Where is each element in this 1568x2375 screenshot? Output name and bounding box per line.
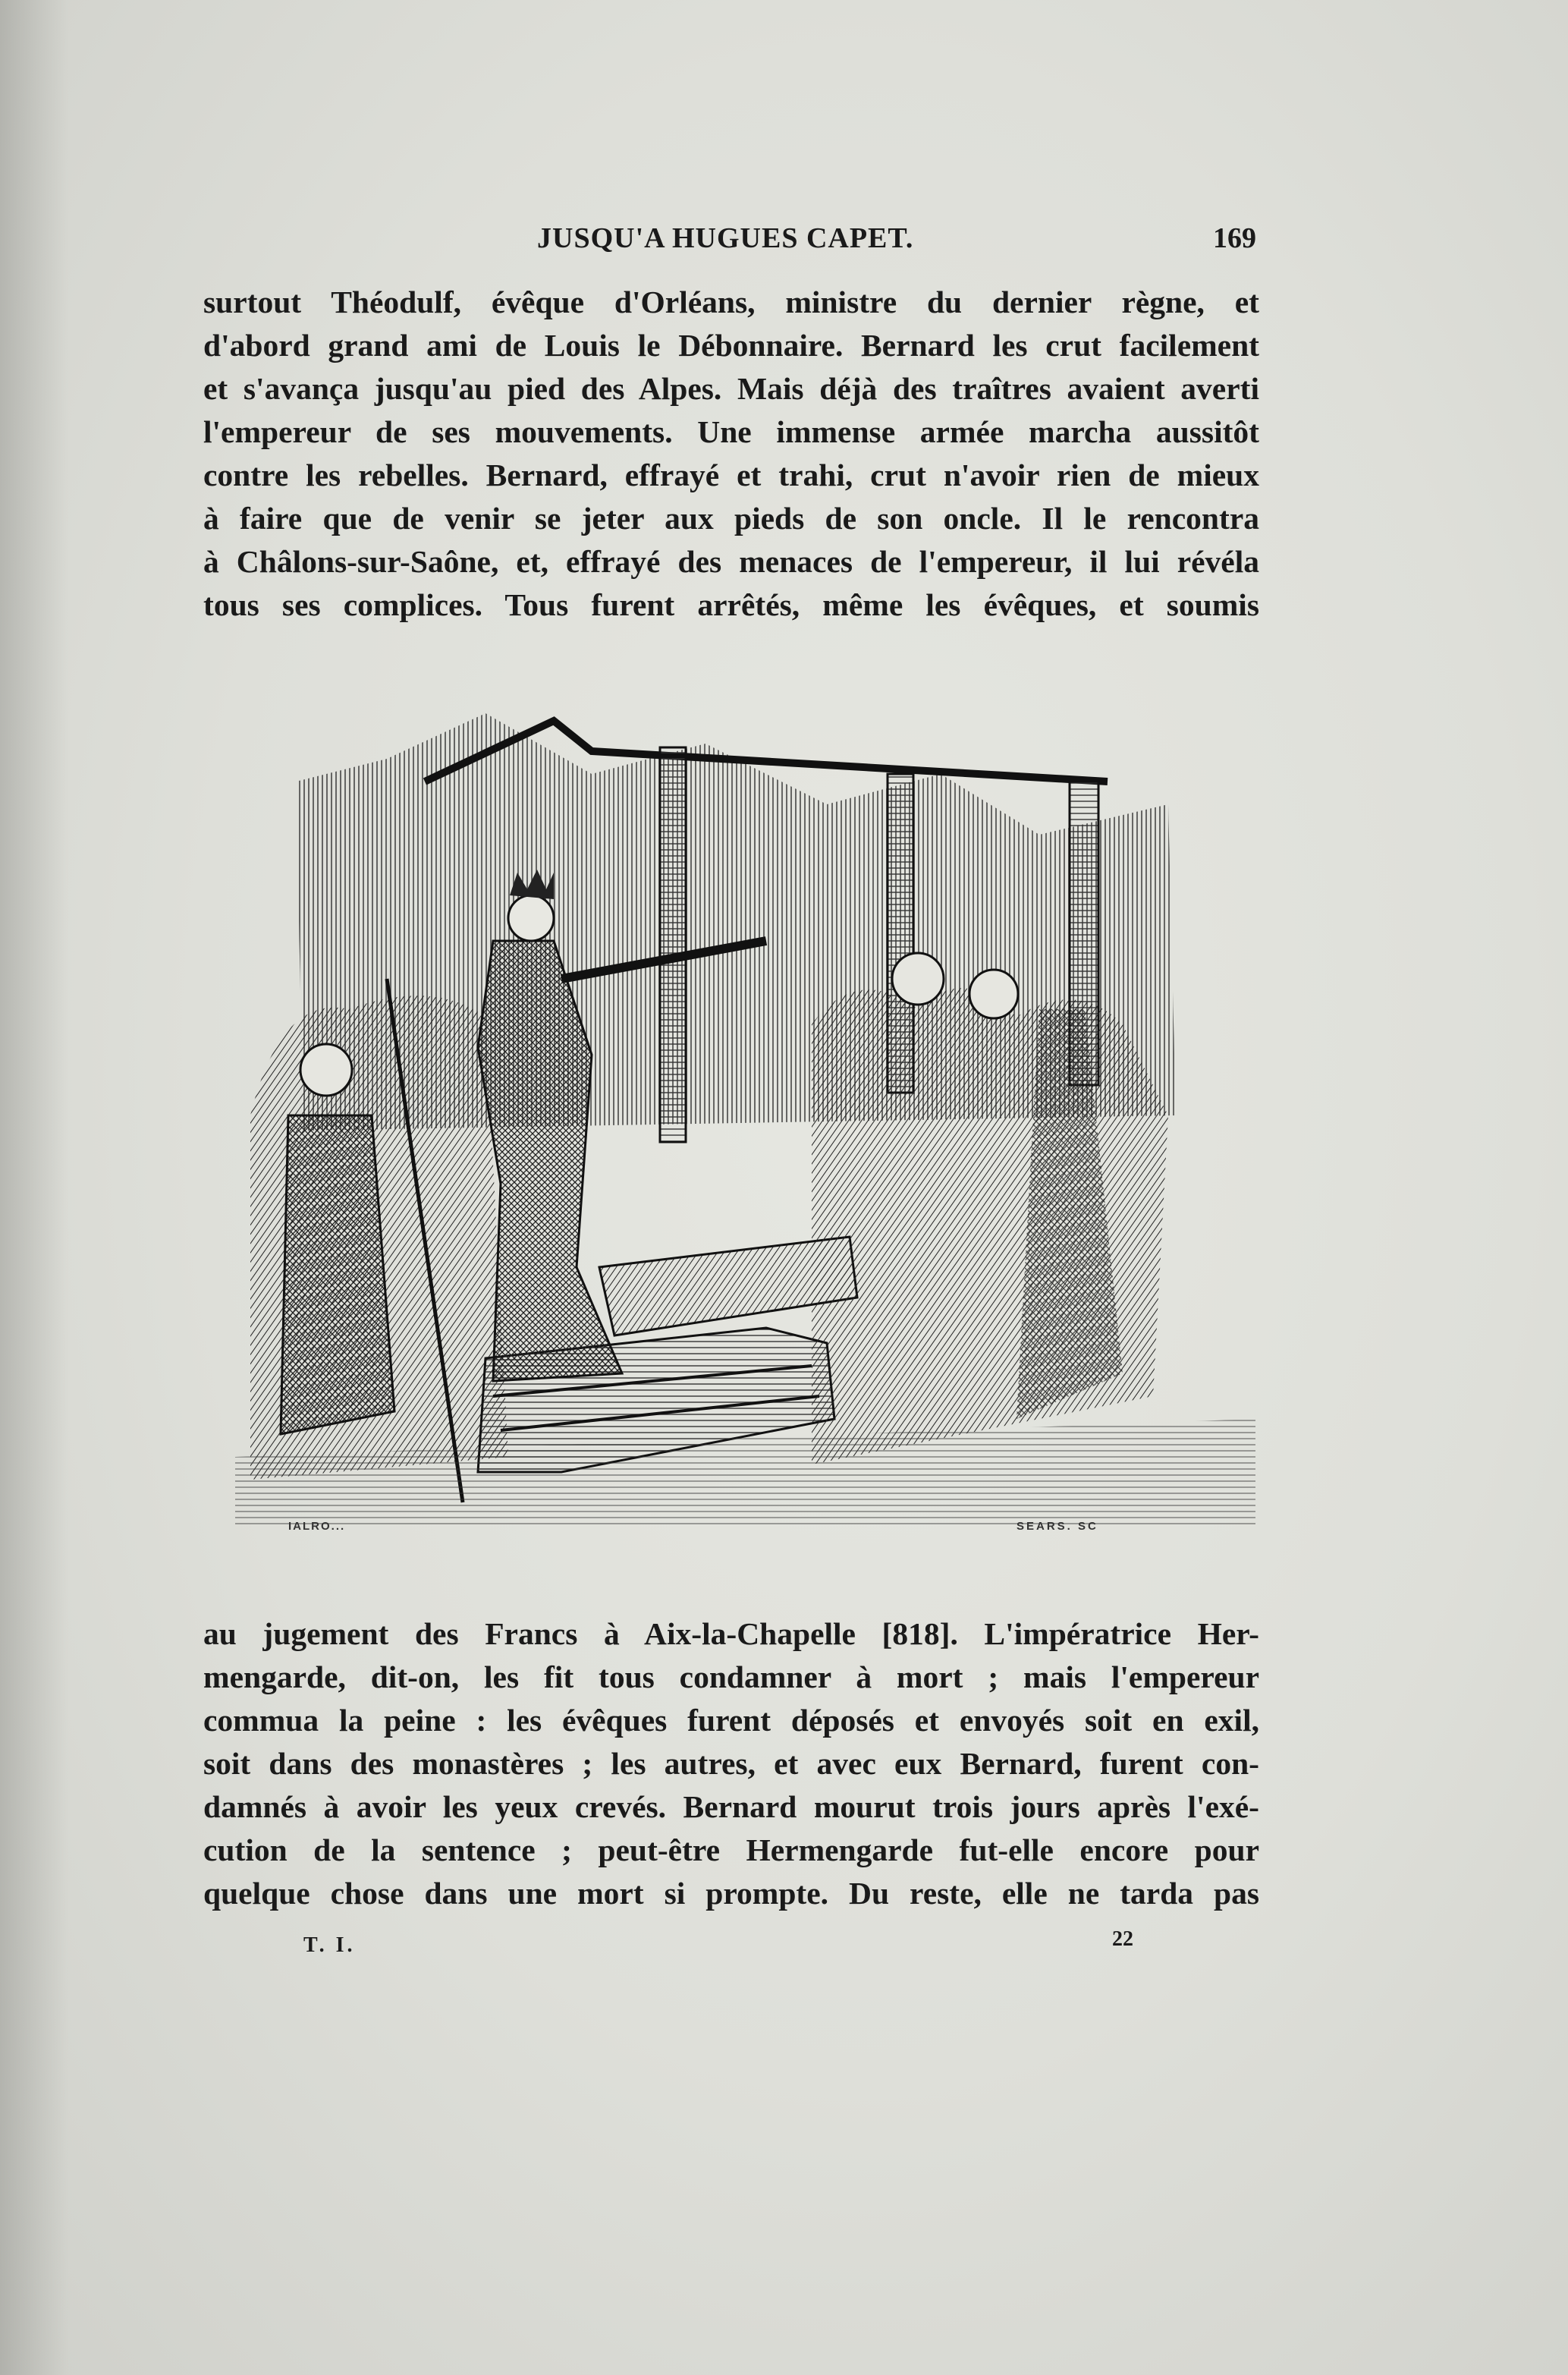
text-line: surtout Théodulf, évêque d'Orléans, ministre du dernier règne, et	[203, 285, 1259, 319]
page-header	[203, 222, 1258, 267]
text-line: d'abord grand ami de Louis le Débonnaire. Bernard les crut facilement	[203, 328, 1259, 363]
text-line: soit dans des monastères ; les autres, et avec eux Bernard, furent con-	[203, 1746, 1259, 1781]
artist-signature: IALRO...	[288, 1520, 346, 1533]
running-head: JUSQU'A HUGUES CAPET.	[537, 222, 914, 254]
text-line: à Châlons-sur-Saône, et, effrayé des menaces de l'empereur, il lui révéla	[203, 544, 1259, 579]
signature-mark: T. I.	[303, 1933, 356, 1957]
sheet-number: 22	[1112, 1927, 1133, 1951]
text-line: l'empereur de ses mouvements. Une immense armée marcha aussitôt	[203, 414, 1259, 449]
engraver-signature: SEARS. SC	[1017, 1520, 1098, 1533]
text-line: cution de la sentence ; peut-être Hermengarde fut-elle encore pour	[203, 1832, 1259, 1867]
text-line: et s'avança jusqu'au pied des Alpes. Mais déjà des traîtres avaient averti	[203, 371, 1259, 406]
text-line: mengarde, dit-on, les fit tous condamner à mort ; mais l'empereur	[203, 1659, 1259, 1694]
text-line: commua la peine : les évêques furent déposés et envoyés soit en exil,	[203, 1703, 1259, 1738]
text-line: à faire que de venir se jeter aux pieds de son oncle. Il le rencontra	[203, 501, 1259, 536]
gutter-shadow	[0, 0, 68, 2375]
text-line: quelque chose dans une mort si prompte. Du reste, elle ne tarda pas	[203, 1876, 1259, 1911]
body-text-top	[203, 281, 1259, 627]
text-line: contre les rebelles. Bernard, effrayé et trahi, crut n'avoir rien de mieux	[203, 458, 1259, 492]
page-number: 169	[1213, 222, 1256, 254]
text-line: tous ses complices. Tous furent arrêtés, même les évêques, et soumis	[203, 587, 1259, 622]
body-text-bottom	[203, 1612, 1259, 1915]
text-line: damnés à avoir les yeux crevés. Bernard mourut trois jours après l'exé-	[203, 1789, 1259, 1824]
engraving-court-scene-icon	[235, 690, 1255, 1537]
text-line: au jugement des Francs à Aix-la-Chapelle [818]. L'impératrice Her-	[203, 1616, 1259, 1651]
